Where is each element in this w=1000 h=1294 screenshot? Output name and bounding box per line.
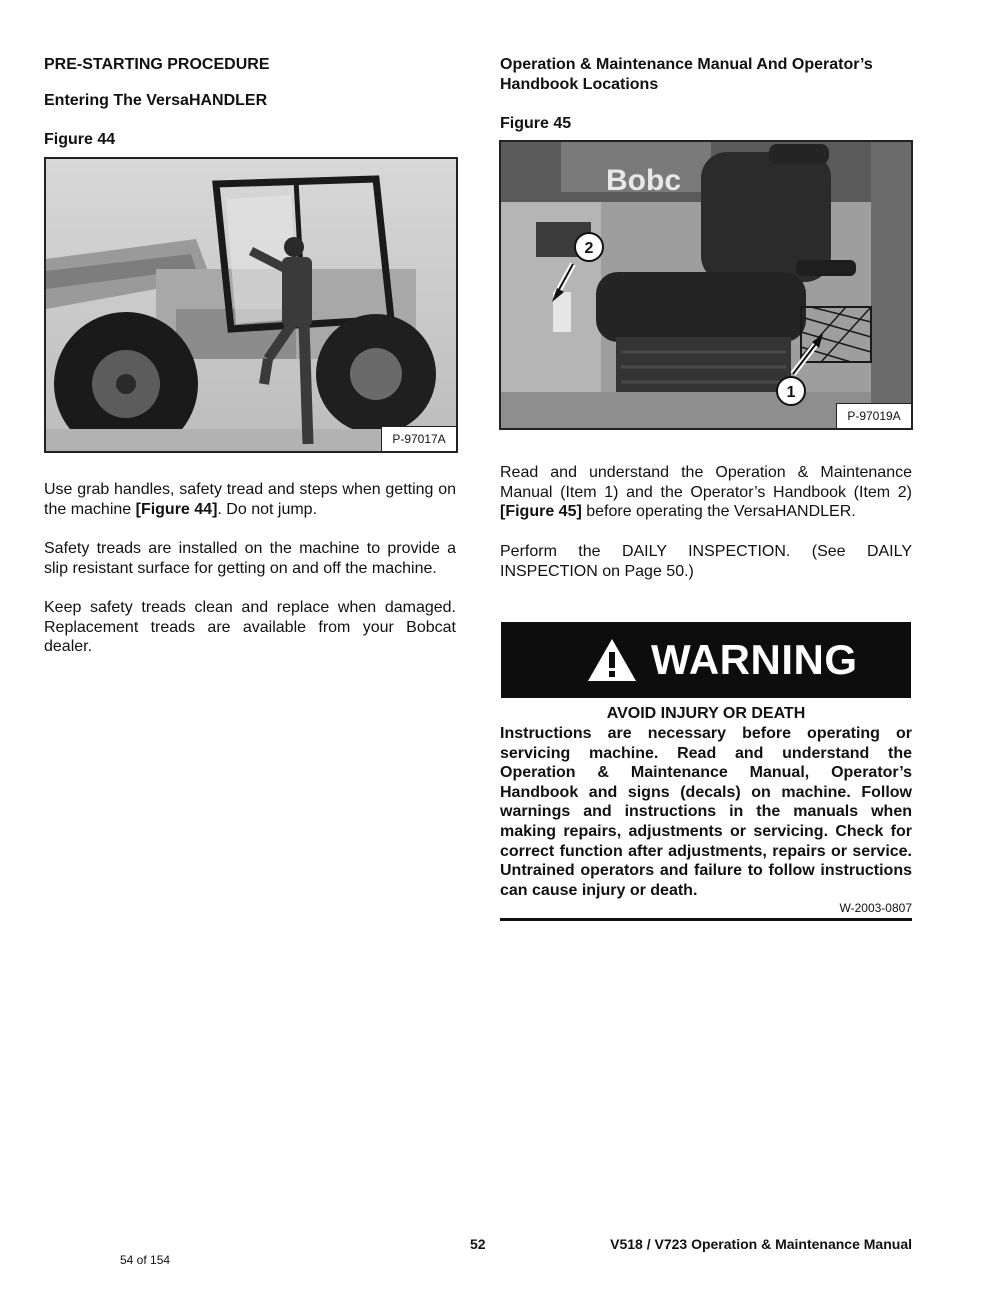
warning-body: Instructions are necessary before operating or servicing machine. Read and understand the Operation & Maintenance Manual, Operator’s Handbook and signs (decals) on machine. Follow warnings and instructions in the manuals when making repairs, adjustments or servicing. Check for correct function after adjustments, repairs or service. Untrained operators and failure to follow instructions can cause injury or death. (500, 725, 912, 899)
warning-banner-text: WARNING (651, 636, 858, 683)
paragraph-text: Use grab handles, safety tread and steps when getting on the machine (44, 481, 456, 518)
bobcat-logo-text: Bobc (606, 164, 681, 197)
warning-bottom-rule (500, 918, 912, 921)
warning-heading: AVOID INJURY OR DEATH (606, 705, 806, 722)
operator-seat-illustration (501, 142, 911, 428)
section-title: PRE-STARTING PROCEDURE (44, 56, 270, 73)
paragraph-text: before operating the VersaHANDLER. (581, 503, 856, 521)
warning-banner (501, 622, 911, 698)
warning-code: W-2003-0807 (839, 901, 912, 915)
telehandler-illustration (46, 159, 456, 451)
paragraph-read-manual (500, 463, 912, 522)
paragraph-text: Read and understand the Operation & Maintenance Manual (Item 1) and the Operator’s Handbook (Item 2) (500, 464, 912, 501)
pdf-page-counter: 54 of 154 (120, 1253, 171, 1267)
subsection-title: Entering The VersaHANDLER (44, 92, 268, 109)
figure-44-reference: [Figure 44] (135, 500, 218, 518)
callout-1-label: 1 (786, 384, 796, 401)
paragraph-grab-handles (44, 480, 456, 519)
figure-44-photo-label: P-97017A (381, 426, 456, 451)
paragraph-safety-treads: Safety treads are installed on the machine to provide a slip resistant surface for getting on and off the machine. (44, 540, 456, 577)
figure-45-reference: [Figure 45] (500, 503, 582, 521)
paragraph-text: . Do not jump. (217, 500, 318, 518)
paragraph-keep-treads-clean: Keep safety treads clean and replace when damaged. Replacement treads are available from your Bobcat dealer. (44, 599, 456, 656)
figure-45-caption: Figure 45 (500, 115, 572, 132)
figure-44-caption: Figure 44 (44, 131, 116, 148)
figure-45-photo-label: P-97019A (836, 403, 911, 428)
figure-45-photo (499, 140, 913, 430)
paragraph-daily-inspection: Perform the DAILY INSPECTION. (See DAILY INSPECTION on Page 50.) (500, 543, 912, 580)
manual-title: V518 / V723 Operation & Maintenance Manual (610, 1236, 912, 1252)
warning-triangle-icon (587, 638, 637, 682)
callout-2-label: 2 (584, 240, 594, 257)
figure-44-photo (44, 157, 458, 453)
page-number: 52 (470, 1236, 486, 1252)
right-section-title: Operation & Maintenance Manual And Operator’s Handbook Locations (500, 56, 873, 93)
